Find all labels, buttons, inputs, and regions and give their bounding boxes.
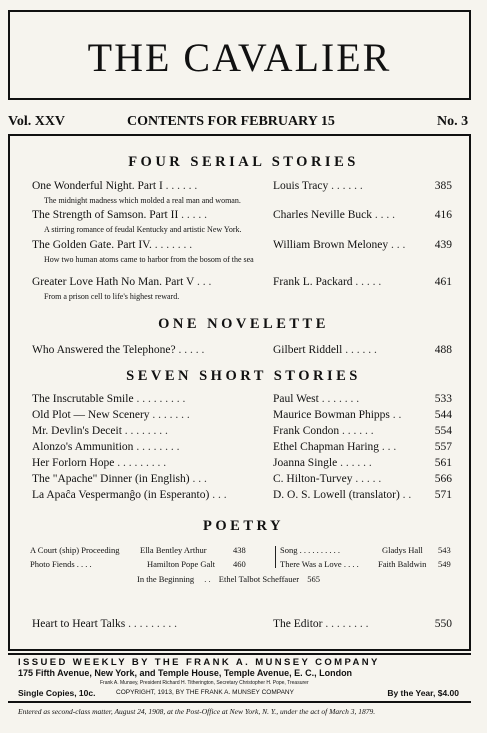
entry-description: From a prison cell to life's highest reward. bbox=[44, 292, 180, 301]
poetry-divider bbox=[275, 546, 276, 568]
entry-title: Old Plot — New Scenery . . . . . . . bbox=[32, 409, 190, 421]
entry-page: 461 bbox=[434, 276, 452, 288]
yearly-price: By the Year, $4.00 bbox=[387, 688, 459, 698]
entry-author: C. Hilton-Turvey . . . . . bbox=[273, 473, 382, 485]
toc-entry[interactable] bbox=[32, 209, 452, 225]
poem-title: In the Beginning bbox=[137, 574, 195, 584]
poem-author: Faith Baldwin bbox=[378, 559, 427, 569]
entry-title: The "Apache" Dinner (in English) . . . bbox=[32, 473, 207, 485]
entry-page: 566 bbox=[434, 473, 452, 485]
toc-entry[interactable] bbox=[32, 344, 452, 360]
poetry-heading: POETRY bbox=[203, 518, 284, 534]
masthead-box bbox=[8, 10, 471, 100]
entry-author: Joanna Single . . . . . . bbox=[273, 457, 372, 469]
entry-author: Paul West . . . . . . . bbox=[273, 393, 360, 405]
entry-page: 571 bbox=[434, 489, 452, 501]
entry-page: 554 bbox=[434, 425, 452, 437]
entry-title: Mr. Devlin's Deceit . . . . . . . . bbox=[32, 425, 168, 437]
poem-author: Ethel Talbot Scheffauer bbox=[218, 574, 300, 584]
poem-author: Gladys Hall bbox=[382, 545, 423, 555]
poem-title: Song . . . . . . . . . . bbox=[280, 545, 340, 555]
toc-entry[interactable] bbox=[32, 618, 452, 634]
toc-entry[interactable] bbox=[32, 180, 452, 196]
entry-title: The Strength of Samson. Part II . . . . . bbox=[32, 209, 208, 221]
entry-page: 557 bbox=[434, 441, 452, 453]
entry-title: Alonzo's Ammunition . . . . . . . . bbox=[32, 441, 180, 453]
entered-notice: Entered as second-class matter, August 24, 1908, at the Post-Office at New York, N. Y., under the act of March 3, 1879. bbox=[18, 707, 376, 716]
poem-title: Photo Fiends . . . . bbox=[30, 559, 92, 569]
poem-entry[interactable] bbox=[30, 559, 246, 569]
masthead-title: THE CAVALIER bbox=[87, 35, 392, 80]
toc-entry[interactable] bbox=[32, 441, 452, 457]
toc-entry[interactable] bbox=[32, 276, 452, 292]
poem-title: There Was a Love . . . . bbox=[280, 559, 359, 569]
entry-page: 488 bbox=[434, 344, 452, 356]
poem-entry[interactable] bbox=[280, 545, 454, 555]
poem-author: Hamilton Pope Galt bbox=[147, 559, 215, 569]
entry-page: 533 bbox=[434, 393, 452, 405]
poem-page: 460 bbox=[233, 559, 246, 569]
toc-entry[interactable] bbox=[32, 239, 452, 255]
single-copy-price: Single Copies, 10c. bbox=[18, 688, 96, 698]
entry-author: Maurice Bowman Phipps . . bbox=[273, 409, 402, 421]
entry-author: Charles Neville Buck . . . . bbox=[273, 209, 396, 221]
entry-description: How two human atoms came to harbor from the bosom of the sea bbox=[44, 255, 254, 264]
entry-page: 561 bbox=[434, 457, 452, 469]
entry-author: Gilbert Riddell . . . . . . bbox=[273, 344, 377, 356]
poem-title: A Court (ship) Proceeding bbox=[30, 545, 120, 555]
entry-author: Frank Condon . . . . . . bbox=[273, 425, 374, 437]
poem-entry[interactable]: In the Beginning . . Ethel Talbot Scheffauer 565 bbox=[137, 574, 320, 584]
toc-entry[interactable] bbox=[32, 409, 452, 425]
entry-page: 544 bbox=[434, 409, 452, 421]
issue-number: No. 3 bbox=[437, 114, 469, 129]
short-stories-heading: SEVEN SHORT STORIES bbox=[126, 368, 361, 384]
novelette-heading: ONE NOVELETTE bbox=[158, 316, 329, 332]
entry-author: Louis Tracy . . . . . . bbox=[273, 180, 363, 192]
poem-entry[interactable] bbox=[30, 545, 246, 555]
entry-title: The Golden Gate. Part IV. . . . . . . . bbox=[32, 239, 193, 251]
toc-entry[interactable] bbox=[32, 473, 452, 489]
entry-title: Heart to Heart Talks . . . . . . . . . bbox=[32, 618, 177, 630]
entry-author: The Editor . . . . . . . . bbox=[273, 618, 369, 630]
officers-line: Frank A. Munsey, President Richard H. Titherington, Secretary Christopher H. Pope, Treasurer bbox=[100, 680, 309, 686]
entry-description: The midnight madness which molded a real man and woman. bbox=[44, 196, 241, 205]
entry-title: Greater Love Hath No Man. Part V . . . bbox=[32, 276, 212, 288]
issue-header bbox=[0, 114, 487, 134]
entry-title: Her Forlorn Hope . . . . . . . . . bbox=[32, 457, 167, 469]
copyright-notice: COPYRIGHT, 1913, BY THE FRANK A. MUNSEY COMPANY bbox=[116, 689, 294, 696]
entry-author: William Brown Meloney . . . bbox=[273, 239, 406, 251]
entry-page: 385 bbox=[434, 180, 452, 192]
poem-page: 565 bbox=[307, 574, 320, 584]
address-line: 175 Fifth Avenue, New York, and Temple House, Temple Avenue, E. C., London bbox=[18, 668, 353, 678]
entry-author: D. O. S. Lowell (translator) . . bbox=[273, 489, 412, 501]
entry-page: 439 bbox=[434, 239, 452, 251]
serials-heading: FOUR SERIAL STORIES bbox=[128, 154, 359, 170]
poem-page: 543 bbox=[438, 545, 451, 555]
entry-page: 550 bbox=[434, 618, 452, 630]
entry-author: Frank L. Packard . . . . . bbox=[273, 276, 382, 288]
poem-author: Ella Bentley Arthur bbox=[140, 545, 207, 555]
entry-author: Ethel Chapman Haring . . . bbox=[273, 441, 397, 453]
issued-line: ISSUED WEEKLY BY THE FRANK A. MUNSEY COMPANY bbox=[18, 657, 380, 668]
poem-page: 438 bbox=[233, 545, 246, 555]
toc-entry[interactable] bbox=[32, 457, 452, 473]
contents-label: CONTENTS FOR FEBRUARY 15 bbox=[127, 114, 335, 129]
volume-label: Vol. XXV bbox=[8, 114, 66, 129]
toc-entry[interactable] bbox=[32, 489, 452, 505]
entry-title: La Apaĉa Vespermanĝo (in Esperanto) . . . bbox=[32, 489, 227, 501]
entry-description: A stirring romance of feudal Kentucky and artistic New York. bbox=[44, 225, 242, 234]
toc-entry[interactable] bbox=[32, 393, 452, 409]
poem-entry[interactable] bbox=[280, 559, 454, 569]
entry-title: One Wonderful Night. Part I . . . . . . bbox=[32, 180, 198, 192]
entry-title: The Inscrutable Smile . . . . . . . . . bbox=[32, 393, 186, 405]
entry-page: 416 bbox=[434, 209, 452, 221]
poem-page: 549 bbox=[438, 559, 451, 569]
entry-title: Who Answered the Telephone? . . . . . bbox=[32, 344, 205, 356]
toc-entry[interactable] bbox=[32, 425, 452, 441]
